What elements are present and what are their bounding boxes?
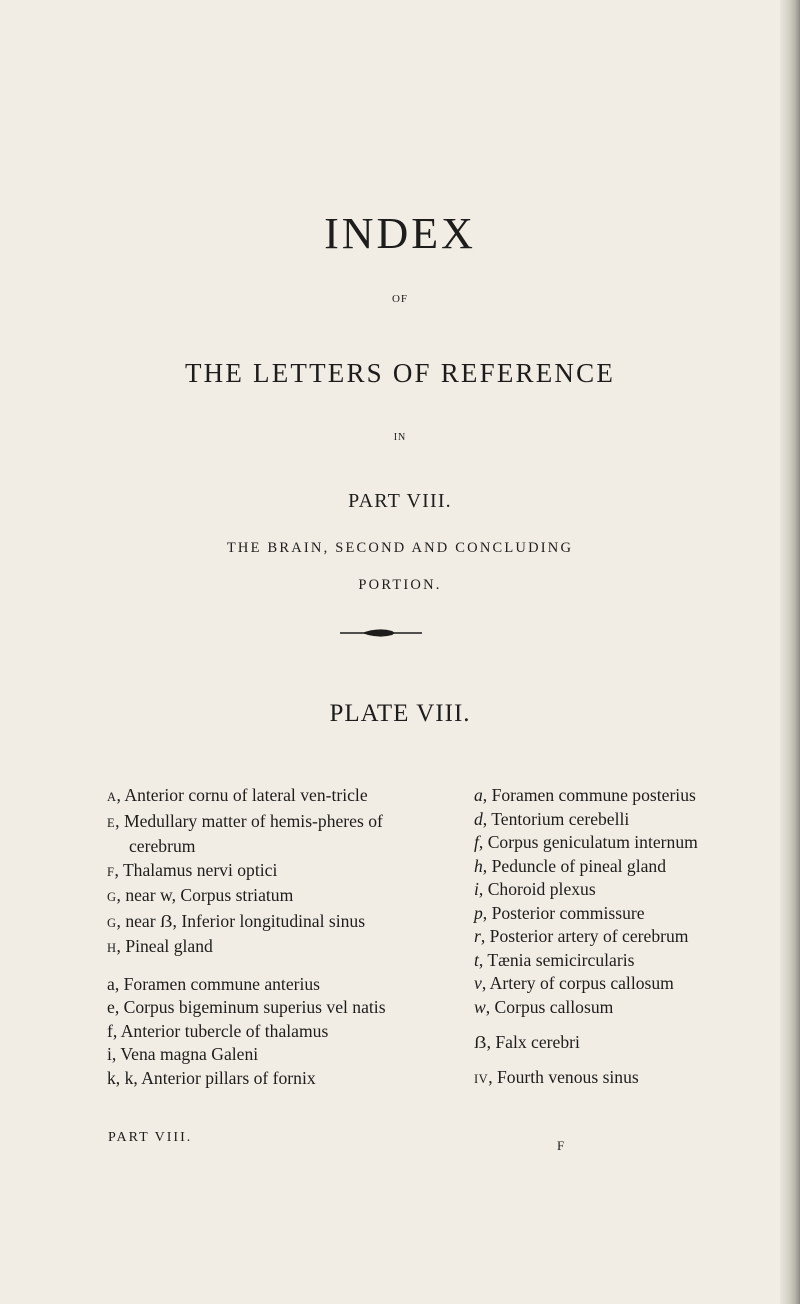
index-entry: i, Vena magna Galeni (107, 1044, 259, 1064)
index-entry-text: Medullary matter of hemis-pheres of cerebrum (123, 810, 383, 856)
title-connector-of: OF (391, 293, 409, 305)
index-entry: A, Anterior cornu of lateral ven-tricle (107, 785, 368, 805)
index-entry-key: d (474, 808, 483, 829)
index-entry-text: Foramen commune anterius (123, 973, 321, 994)
index-entry: h, Peduncle of pineal gland (474, 855, 667, 876)
index-entry: f, Corpus geniculatum internum (474, 832, 698, 852)
index-entry: p, Posterior commissure (474, 902, 645, 923)
entry-group-gap (107, 961, 447, 973)
index-entry-text: Corpus callosum (494, 996, 614, 1017)
index-entry-text: Corpus bigeminum superius vel natis (123, 997, 386, 1017)
index-entry-key: ẞ (474, 1032, 487, 1052)
index-entry: G, near w, Corpus striatum (107, 885, 294, 905)
index-entry-text: Posterior commissure (491, 902, 645, 923)
index-entry-key: f (107, 1020, 113, 1041)
index-entry-text: Choroid plexus (487, 879, 596, 899)
footer-part-signature: PART VIII. (108, 1130, 193, 1145)
index-entry: G, near ẞ, Inferior longitudinal sinus (107, 910, 366, 931)
index-entry-text: near ẞ, Inferior longitudinal sinus (125, 910, 366, 931)
index-entry: k, k, Anterior pillars of fornix (107, 1067, 316, 1088)
index-entry: t, Tænia semicircularis (474, 949, 635, 970)
index-entry-key: G (107, 915, 117, 930)
index-entry: i, Choroid plexus (474, 879, 596, 899)
index-entry-text: Anterior pillars of fornix (141, 1067, 316, 1088)
index-entry: d, Tentorium cerebelli (474, 808, 630, 829)
index-entry-key: e (107, 997, 115, 1017)
index-entry-text: Fourth venous sinus (497, 1066, 639, 1087)
index-entry-text: Vena magna Galeni (120, 1044, 259, 1064)
index-entry: r, Posterior artery of cerebrum (474, 926, 689, 946)
index-entry-text: Pineal gland (125, 936, 213, 956)
index-entry: F, Thalamus nervi optici (107, 859, 278, 880)
index-entry-key: a (474, 785, 483, 805)
index-entry-key: v (474, 973, 482, 993)
page-subtitle: THE LETTERS OF REFERENCE (184, 358, 616, 388)
page-edge-shadow (780, 0, 800, 1304)
index-entry-key: h (474, 855, 483, 876)
left-column (107, 784, 447, 1090)
entry-group-gap (474, 1019, 784, 1031)
index-entry-text: Tentorium cerebelli (491, 808, 630, 829)
index-entry-key: IV (474, 1071, 489, 1086)
index-entry-key: H (107, 941, 117, 955)
footer-signature-mark: F (557, 1138, 565, 1153)
index-entry-text: Artery of corpus callosum (489, 973, 674, 993)
index-entry: w, Corpus callosum (474, 996, 614, 1017)
index-entry-text: Corpus geniculatum internum (487, 832, 698, 852)
index-entry-text: Anterior tubercle of thalamus (120, 1020, 329, 1041)
index-entry-text: Posterior artery of cerebrum (489, 926, 689, 946)
index-entry-text: Peduncle of pineal gland (491, 855, 667, 876)
part-heading: PART VIII. (348, 490, 452, 512)
right-column (474, 784, 784, 1091)
index-entry: e, Corpus bigeminum superius vel natis (107, 997, 386, 1017)
part-description-line1: THE BRAIN, SECOND AND CONCLUDING (226, 540, 574, 556)
index-entry-key: t (474, 949, 479, 970)
index-entry-key: i (474, 879, 479, 899)
ornament-rule-icon (340, 626, 422, 640)
index-entry: H, Pineal gland (107, 936, 213, 956)
index-entry-key: G (107, 890, 117, 904)
page-title: INDEX (324, 209, 476, 258)
index-entry-key: k, k (107, 1067, 134, 1088)
index-entry-text: Tænia semicircularis (487, 949, 635, 970)
index-entry: E, Medullary matter of hemis-pheres of cerebrum (107, 810, 383, 856)
index-entry: ẞ, Falx cerebri (474, 1032, 580, 1052)
index-entry-text: Anterior cornu of lateral ven-tricle (124, 785, 368, 805)
index-entry-text: Thalamus nervi optici (122, 859, 278, 880)
index-entry-key: i (107, 1044, 112, 1064)
index-entry-key: F (107, 864, 115, 879)
index-entry-text: near w, Corpus striatum (125, 885, 294, 905)
index-entry: a, Foramen commune posterius (474, 785, 696, 805)
index-entry-key: a (107, 973, 115, 994)
index-entry-text: Falx cerebri (495, 1032, 580, 1052)
index-entry: f, Anterior tubercle of thalamus (107, 1020, 329, 1041)
index-entry: v, Artery of corpus callosum (474, 973, 674, 993)
index-entry-key: p (474, 902, 483, 923)
index-entry-text: Foramen commune posterius (491, 785, 696, 805)
subtitle-connector-in: IN (393, 432, 407, 443)
plate-heading: PLATE VIII. (329, 700, 471, 727)
index-entry-key: A (107, 790, 117, 804)
index-entry-key: f (474, 832, 479, 852)
part-description-line2: PORTION. (358, 577, 442, 593)
index-entry: a, Foramen commune anterius (107, 973, 321, 994)
index-entry-key: E (107, 815, 116, 830)
index-entry: IV, Fourth venous sinus (474, 1066, 639, 1087)
entry-group-gap (474, 1055, 784, 1066)
index-entry-key: r (474, 926, 481, 946)
index-entry-key: w (474, 996, 486, 1017)
